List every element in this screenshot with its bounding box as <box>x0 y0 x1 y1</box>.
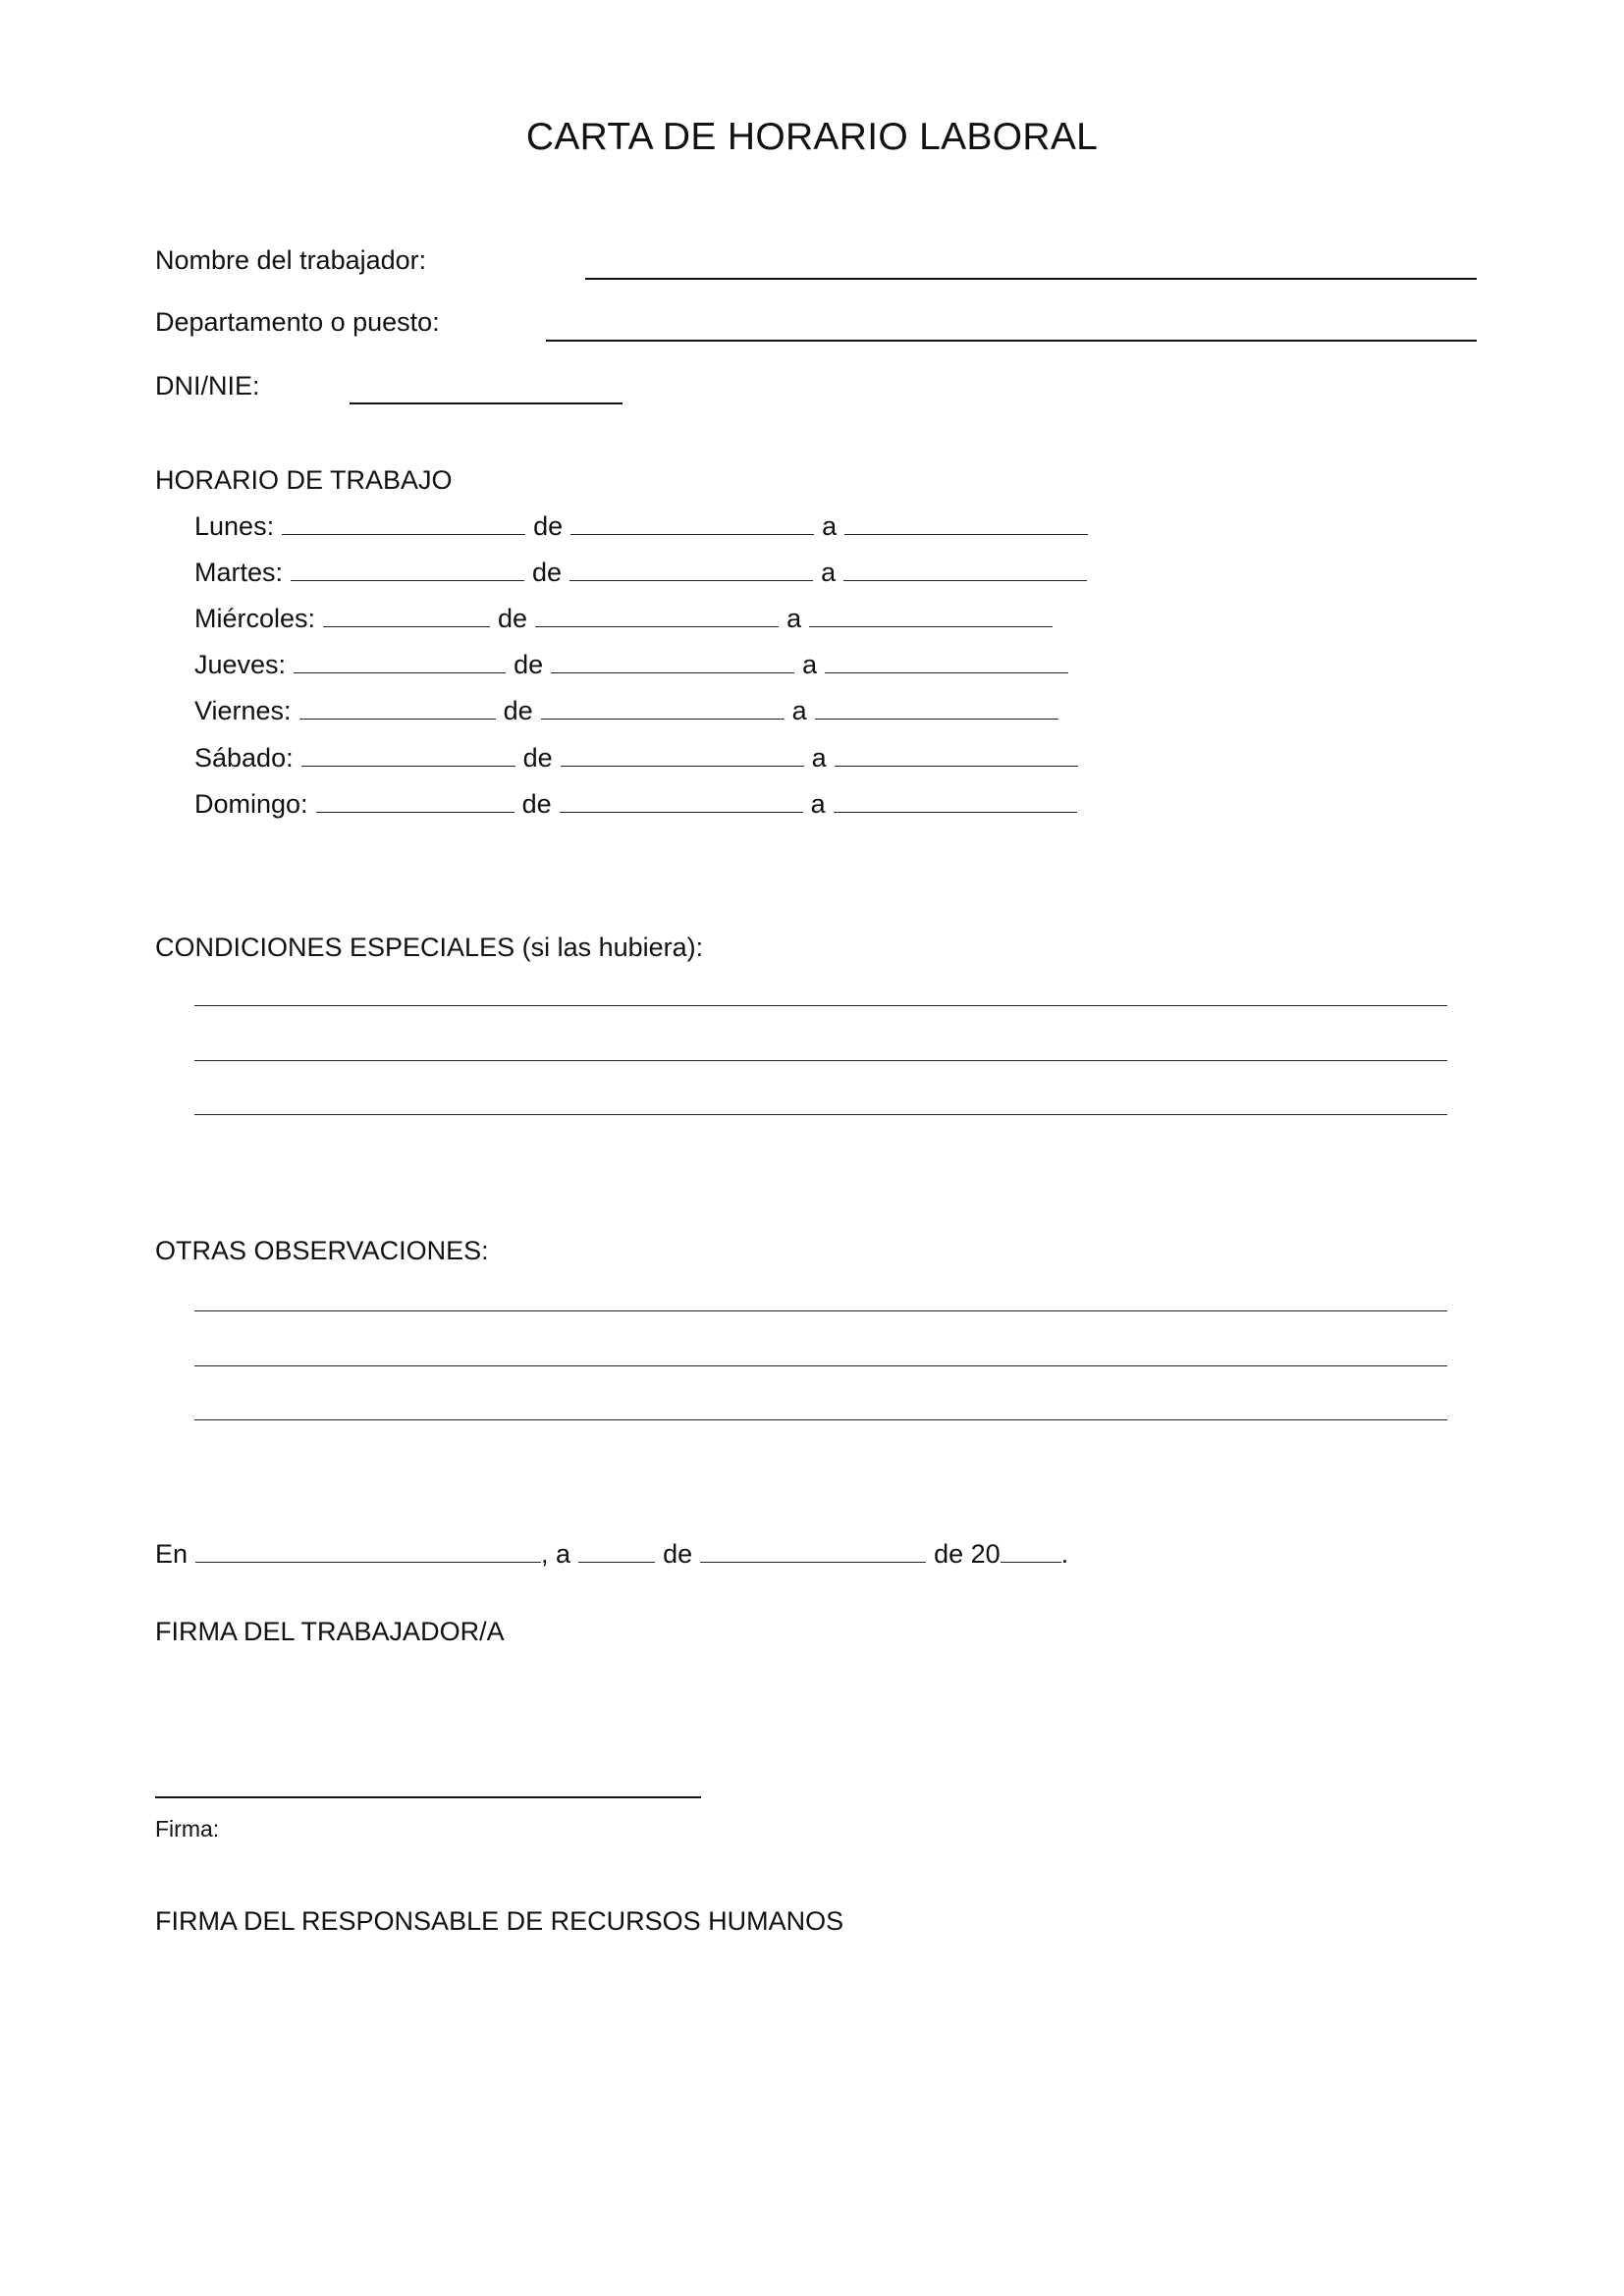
to-label: a <box>822 511 838 541</box>
to-label: a <box>821 558 837 587</box>
schedule-row-friday <box>194 696 1066 726</box>
friday-to-field[interactable] <box>815 697 1058 720</box>
schedule-row-wednesday <box>194 604 1060 634</box>
monday-to-field[interactable] <box>844 512 1088 535</box>
year-field[interactable] <box>1001 1540 1061 1563</box>
thursday-from-field[interactable] <box>551 651 794 673</box>
saturday-to-field[interactable] <box>835 744 1078 767</box>
observations-line-1[interactable] <box>194 1310 1447 1311</box>
day-label: Viernes: <box>194 696 292 725</box>
firma-label: Firma: <box>155 1816 220 1842</box>
day-label: Lunes: <box>194 511 275 541</box>
worker-signature-line[interactable] <box>155 1796 701 1798</box>
schedule-row-sunday <box>194 789 1085 820</box>
special-conditions-line-1[interactable] <box>194 1005 1447 1006</box>
sunday-from-field[interactable] <box>560 790 803 813</box>
id-label: DNI/NIE: <box>155 371 260 400</box>
worker-name-label: Nombre del trabajador: <box>155 245 427 275</box>
month-field[interactable] <box>700 1540 926 1563</box>
friday-hours-field[interactable] <box>299 697 496 720</box>
tuesday-to-field[interactable] <box>843 559 1087 581</box>
tuesday-from-field[interactable] <box>569 559 813 581</box>
other-observations-heading: OTRAS OBSERVACIONES: <box>155 1236 489 1265</box>
thursday-to-field[interactable] <box>825 651 1068 673</box>
from-label: de <box>521 789 552 819</box>
saturday-hours-field[interactable] <box>301 744 515 767</box>
monday-hours-field[interactable] <box>282 512 525 535</box>
special-conditions-line-3[interactable] <box>194 1114 1447 1115</box>
friday-from-field[interactable] <box>541 697 785 720</box>
to-label: a <box>791 696 807 725</box>
schedule-heading: HORARIO DE TRABAJO <box>155 465 453 495</box>
date-de-label: de <box>663 1539 693 1569</box>
date-line <box>155 1539 1068 1570</box>
schedule-row-thursday <box>194 650 1076 680</box>
monday-from-field[interactable] <box>570 512 814 535</box>
department-label: Departamento o puesto: <box>155 307 440 337</box>
hr-signature-heading: FIRMA DEL RESPONSABLE DE RECURSOS HUMANOS <box>155 1906 844 1936</box>
department-field[interactable] <box>546 340 1477 342</box>
sunday-hours-field[interactable] <box>316 790 514 813</box>
special-conditions-line-2[interactable] <box>194 1060 1447 1061</box>
from-label: de <box>503 696 533 725</box>
place-field[interactable] <box>195 1540 541 1563</box>
wednesday-from-field[interactable] <box>535 605 779 627</box>
day-field[interactable] <box>578 1540 655 1563</box>
document-title: CARTA DE HORARIO LABORAL <box>525 116 1099 158</box>
date-period: . <box>1060 1539 1069 1569</box>
date-de-20-label: de 20 <box>934 1539 1001 1569</box>
from-label: de <box>522 743 553 773</box>
special-conditions-heading: CONDICIONES ESPECIALES (si las hubiera): <box>155 933 704 962</box>
from-label: de <box>533 511 564 541</box>
schedule-row-monday <box>194 511 1096 542</box>
to-label: a <box>810 789 826 819</box>
day-label: Martes: <box>194 558 284 587</box>
day-label: Domingo: <box>194 789 308 819</box>
worker-name-field[interactable] <box>585 278 1477 280</box>
to-label: a <box>786 604 802 633</box>
from-label: de <box>498 604 528 633</box>
to-label: a <box>811 743 827 773</box>
worker-signature-heading: FIRMA DEL TRABAJADOR/A <box>155 1617 505 1646</box>
day-label: Miércoles: <box>194 604 316 633</box>
observations-line-3[interactable] <box>194 1419 1447 1420</box>
to-label: a <box>802 650 818 679</box>
id-field[interactable] <box>350 402 623 404</box>
day-label: Jueves: <box>194 650 287 679</box>
date-comma-a-label: , a <box>541 1539 571 1569</box>
day-label: Sábado: <box>194 743 294 773</box>
wednesday-hours-field[interactable] <box>323 605 490 627</box>
schedule-row-saturday <box>194 743 1086 774</box>
schedule-row-tuesday <box>194 558 1095 588</box>
thursday-hours-field[interactable] <box>294 651 506 673</box>
from-label: de <box>514 650 544 679</box>
from-label: de <box>532 558 563 587</box>
sunday-to-field[interactable] <box>834 790 1077 813</box>
wednesday-to-field[interactable] <box>809 605 1053 627</box>
observations-line-2[interactable] <box>194 1365 1447 1366</box>
tuesday-hours-field[interactable] <box>291 559 524 581</box>
saturday-from-field[interactable] <box>561 744 804 767</box>
date-en-label: En <box>155 1539 189 1569</box>
